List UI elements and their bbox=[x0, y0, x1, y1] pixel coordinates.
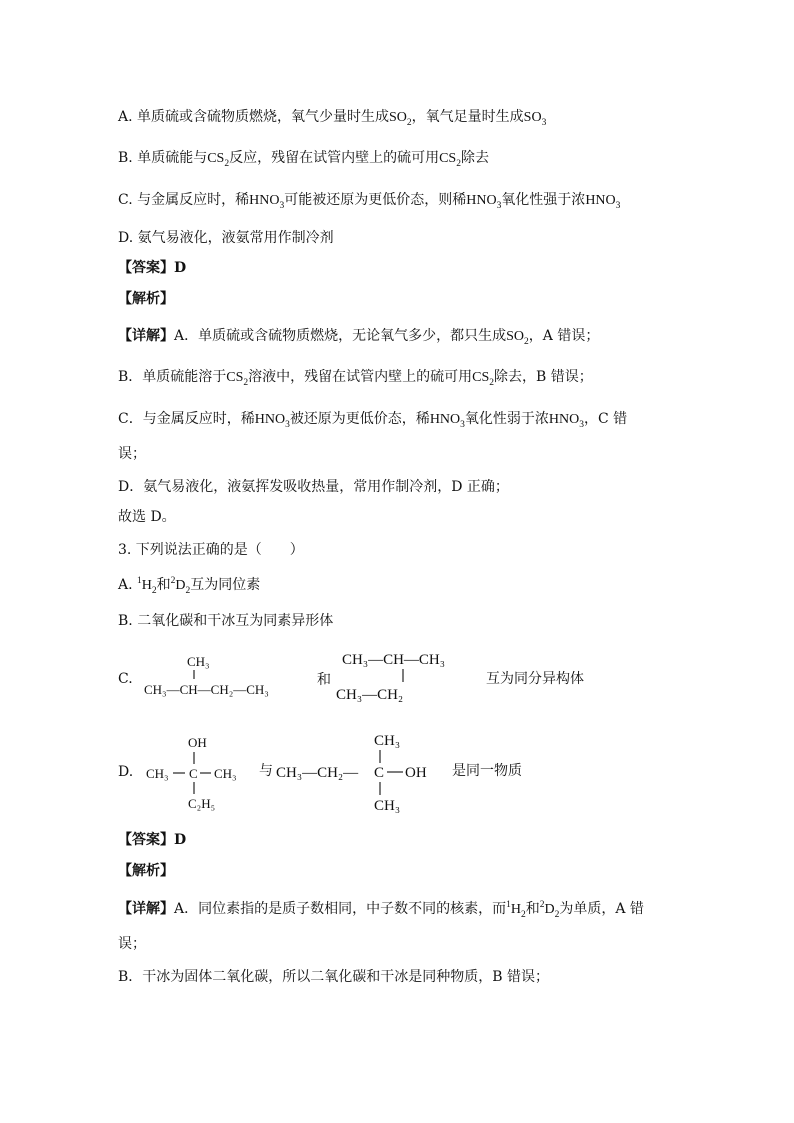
q3-detail-a-continued: 误； bbox=[118, 936, 146, 952]
q2-detail-d: D．氨气易液化，液氨挥发吸收热量，常用作制冷剂，D 正确； bbox=[118, 479, 509, 495]
q3-answer: 【答案】D bbox=[118, 832, 187, 848]
subscript: 2 bbox=[524, 337, 529, 347]
q2-detail-c-continued: 误； bbox=[118, 446, 146, 462]
q2-answer: 【答案】D bbox=[118, 260, 187, 276]
q2-detail-a bbox=[118, 326, 599, 348]
structure-text: C bbox=[189, 766, 198, 781]
q2-detail-a-text: ，A 错误； bbox=[528, 328, 600, 344]
q3-option-d-label: D. bbox=[118, 764, 134, 780]
formula-h2: H bbox=[510, 902, 521, 917]
formula-hno3: HNO bbox=[249, 193, 280, 208]
structure-text: CH₃—CH—CH₃ bbox=[342, 652, 445, 668]
structure-2-methylbutane bbox=[142, 650, 312, 700]
q2-option-c-text: C. 与金属反应时，稀 bbox=[118, 192, 250, 208]
q3-option-c-and: 和 bbox=[317, 672, 331, 688]
structure-2-methyl-2-butanol-b bbox=[276, 728, 446, 814]
subscript: 2 bbox=[489, 378, 495, 388]
subscript: 3 bbox=[615, 201, 621, 211]
structure-text: C bbox=[374, 765, 385, 781]
structure-text: CH₃—CH₂— bbox=[276, 765, 359, 781]
q3-option-c-label: C. bbox=[118, 671, 133, 687]
conjunction: 和 bbox=[156, 577, 171, 593]
q2-option-a-text: ，氧气足量时生成 bbox=[411, 109, 524, 125]
q2-option-b-text: B. 单质硫能与 bbox=[118, 150, 208, 166]
subscript: 2 bbox=[243, 378, 249, 388]
q3-analysis-heading: 【解析】 bbox=[118, 863, 174, 879]
q2-conclusion: 故选 D。 bbox=[118, 509, 176, 525]
subscript: 2 bbox=[406, 118, 412, 128]
q3-detail-a-text: 为单质，A 错 bbox=[559, 901, 644, 917]
q2-option-a-text: A. 单质硫或含硫物质燃烧，氧气少量时生成 bbox=[118, 109, 390, 125]
q2-option-a bbox=[118, 107, 546, 129]
q2-option-b-text: 除去 bbox=[460, 150, 489, 166]
q3-option-d-text: 是同一物质 bbox=[452, 763, 522, 779]
subscript: 2 bbox=[151, 586, 157, 596]
q2-option-b-text: 反应，残留在试管内壁上的硫可用 bbox=[229, 150, 440, 166]
q2-detail-b bbox=[118, 367, 593, 389]
q3-detail-a bbox=[118, 899, 644, 921]
subscript: 2 bbox=[224, 159, 230, 169]
q2-detail-a-text: A．单质硫或含硫物质燃烧，无论氧气多少，都只生成 bbox=[174, 328, 507, 344]
q3-option-c-text: 互为同分异构体 bbox=[486, 671, 584, 687]
subscript: 2 bbox=[456, 159, 461, 169]
formula-hno3: HNO bbox=[466, 193, 497, 208]
superscript: 1 bbox=[137, 576, 142, 586]
subscript: 2 bbox=[554, 910, 560, 920]
q3-option-b: B. 二氧化碳和干冰互为同素异形体 bbox=[118, 613, 334, 629]
subscript: 3 bbox=[460, 420, 465, 430]
subscript: 2 bbox=[520, 910, 526, 920]
q3-detail-a-text: A．同位素指的是质子数相同，中子数不同的核素，而 bbox=[174, 901, 507, 917]
formula-h2: H bbox=[141, 578, 152, 593]
structure-text: C₂H₅ bbox=[188, 796, 216, 811]
q2-option-d: D. 氨气易液化，液氨常用作制冷剂 bbox=[118, 230, 334, 246]
formula-cs2: CS bbox=[207, 151, 225, 166]
superscript: 1 bbox=[506, 900, 511, 910]
structure-text: CH₃ bbox=[374, 798, 401, 814]
formula-hno3: HNO bbox=[254, 412, 286, 427]
formula-so2: SO bbox=[506, 329, 525, 344]
q3-option-a-text: 互为同位素 bbox=[190, 577, 261, 593]
q2-detail-c-text: C．与金属反应时，稀 bbox=[118, 411, 255, 427]
conjunction: 和 bbox=[525, 901, 540, 917]
q2-detail-c bbox=[118, 409, 627, 431]
q2-detail-b-text: B．单质硫能溶于 bbox=[118, 369, 227, 385]
structure-text: OH bbox=[405, 765, 427, 781]
q3-option-a-label: A. bbox=[118, 577, 138, 593]
formula-d2: D bbox=[544, 902, 555, 917]
subscript: 3 bbox=[579, 420, 584, 430]
q2-detail-b-text: 溶液中，残留在试管内壁上的硫可用 bbox=[248, 369, 473, 385]
structure-text: CH₃—CH₂ bbox=[336, 687, 404, 703]
structure-2-methyl-2-butanol-a bbox=[144, 733, 254, 813]
q2-detail-c-text: ，C 错 bbox=[584, 411, 628, 427]
superscript: 2 bbox=[539, 900, 545, 910]
formula-cs2: CS bbox=[226, 370, 244, 385]
subscript: 3 bbox=[541, 118, 547, 128]
formula-so2: SO bbox=[389, 110, 407, 125]
q2-option-b bbox=[118, 148, 489, 170]
structure-text: CH₃ bbox=[214, 766, 237, 781]
structure-text: CH₃—CH—CH₂—CH₃ bbox=[144, 682, 269, 697]
q2-detail-c-text: 被还原为更低价态，稀 bbox=[289, 411, 430, 427]
q3-detail-b: B．干冰为固体二氧化碳，所以二氧化碳和干冰是同种物质，B 错误； bbox=[118, 969, 550, 985]
q2-option-c-text: 氧化性强于浓 bbox=[501, 192, 586, 208]
formula-cs2: CS bbox=[472, 370, 490, 385]
formula-hno3: HNO bbox=[429, 412, 461, 427]
detail-label: 【详解】 bbox=[118, 328, 174, 344]
subscript: 2 bbox=[185, 586, 191, 596]
q2-option-c-text: 可能被还原为更低价态，则稀 bbox=[284, 192, 467, 208]
structure-text: CH₃ bbox=[146, 766, 169, 781]
q3-option-a bbox=[118, 575, 260, 597]
q2-detail-b-text: 除去，B 错误； bbox=[494, 369, 593, 385]
formula-d2: D bbox=[175, 578, 186, 593]
subscript: 3 bbox=[279, 201, 285, 211]
structure-text: CH₃ bbox=[187, 654, 210, 669]
q3-stem: 3. 下列说法正确的是（ ） bbox=[118, 542, 304, 558]
formula-cs2: CS bbox=[439, 151, 457, 166]
formula-hno3: HNO bbox=[585, 193, 616, 208]
q3-option-d-with: 与 bbox=[259, 763, 273, 779]
structure-text: CH₃ bbox=[374, 733, 401, 749]
q2-option-c bbox=[118, 190, 620, 212]
structure-2-methylbutane-alt bbox=[336, 647, 480, 707]
subscript: 3 bbox=[285, 420, 290, 430]
structure-text: OH bbox=[188, 735, 207, 750]
superscript: 2 bbox=[170, 576, 176, 586]
formula-hno3: HNO bbox=[548, 412, 580, 427]
q2-detail-c-text: 氧化性弱于浓 bbox=[464, 411, 549, 427]
q2-analysis-heading: 【解析】 bbox=[118, 291, 174, 307]
formula-so3: SO bbox=[523, 110, 542, 125]
detail-label: 【详解】 bbox=[118, 901, 174, 917]
subscript: 3 bbox=[496, 201, 502, 211]
